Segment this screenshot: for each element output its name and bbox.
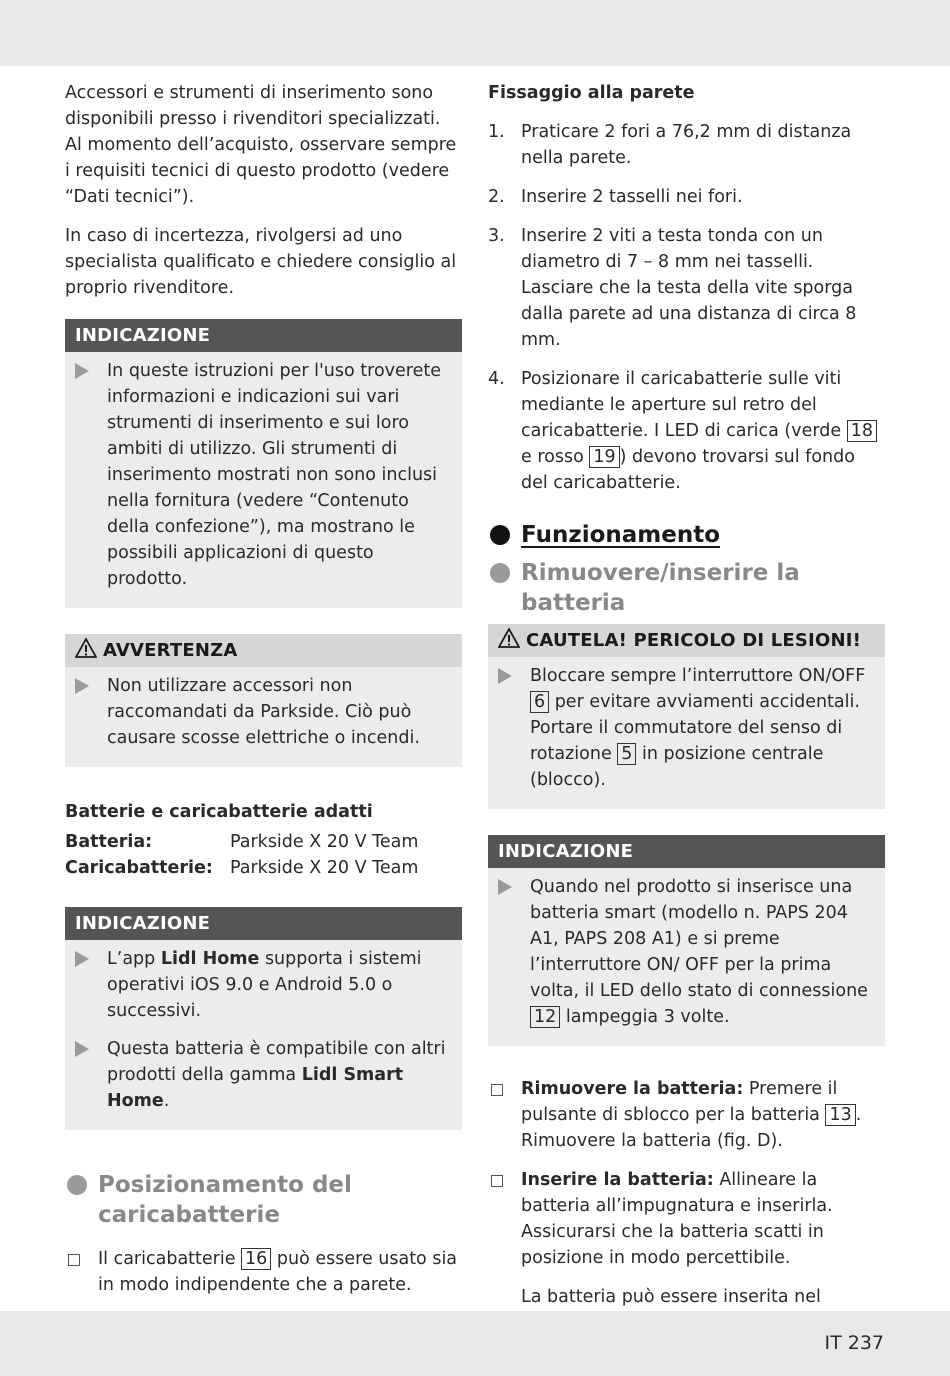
- warning-box: [65, 634, 462, 767]
- reference-number: 13: [825, 1104, 855, 1126]
- wall-mount-steps: [488, 119, 885, 496]
- step-4: 4. Posizionare il caricabatterie sulle viti mediante le aperture sul retro del caricabatterie. I LED di carica (verde 18 e rosso 19 ) devono trovarsi sul fondo del caricabatterie.: [488, 366, 885, 496]
- triangle-bullet-icon: [75, 678, 89, 694]
- bottom-band: [0, 1311, 950, 1376]
- left-column: [65, 80, 462, 1311]
- note-box-3: [488, 835, 885, 1046]
- section-title-remove-insert: Rimuovere/inserire la batteria: [488, 558, 885, 618]
- top-band: [0, 0, 950, 66]
- intro-paragraph-2: In caso di incertezza, rivolgersi ad uno specialista qualificato e chiedere consiglio al proprio rivenditore.: [65, 226, 457, 298]
- insert-battery-item: Inserire la batteria: Allineare la batteria all’impugnatura e inserirla. Assicurarsi che la batteria scatti in posizione in modo percettibile.: [488, 1167, 885, 1271]
- reference-number: 19: [589, 446, 619, 468]
- reference-number: 16: [241, 1248, 271, 1270]
- battery-row: Batteria: Parkside X 20 V Team: [65, 832, 419, 852]
- right-column: [488, 80, 885, 1349]
- section-dot-icon: [490, 525, 510, 545]
- section-title-operation: Funzionamento: [488, 520, 885, 550]
- caution-box: [488, 624, 885, 809]
- intro-paragraph-1: Accessori e strumenti di inserimento sono disponibili presso i rivenditori specializzati. Al momento dell’acquisto, osservare sempre i requisiti tecnici di questo prodotto (vedere “Dati tecnici”).: [65, 83, 457, 207]
- triangle-bullet-icon: [75, 363, 89, 379]
- section-title-positioning: Posizionamento del caricabatterie: [65, 1170, 462, 1230]
- note-box-1-item: In queste istruzioni per l'uso troverete informazioni e indicazioni sui vari strumenti di inserimento e sui loro ambiti di utilizzo. Gli strumenti di inserimento mostrati non sono inclusi nella fornitura (vedere “Contenuto della confezione”), ma mostrano le possibili applicazioni di questo prodotto.: [75, 358, 452, 592]
- note-box-3-title: INDICAZIONE: [488, 835, 885, 868]
- triangle-bullet-icon: [75, 951, 89, 967]
- reference-number: 6: [530, 691, 549, 713]
- charger-row: Caricabatterie: Parkside X 20 V Team: [65, 858, 419, 878]
- triangle-bullet-icon: [498, 668, 512, 684]
- square-bullet-icon: [491, 1175, 503, 1187]
- note-box-1: [65, 319, 462, 608]
- step-3: 3. Inserire 2 viti a testa tonda con un diametro di 7 – 8 mm nei tasselli. Lasciare che la testa della vite sporga dalla parete ad una distanza di circa 8 mm.: [488, 226, 857, 350]
- warning-triangle-icon: [75, 638, 97, 658]
- warning-box-title: AVVERTENZA: [65, 634, 462, 667]
- reference-number: 12: [530, 1006, 560, 1028]
- caution-box-item: Bloccare sempre l’interruttore ON/OFF 6 per evitare avviamenti accidentali. Portare il commutatore del senso di rotazione 5 in posizione centrale (blocco).: [498, 663, 875, 793]
- note-box-2-item-1: L’app Lidl Home supporta i sistemi operativi iOS 9.0 e Android 5.0 o successivi.: [75, 946, 452, 1024]
- remove-battery-item: Rimuovere la batteria: Premere il pulsante di sblocco per la batteria 13 . Rimuovere la batteria (fig. D).: [488, 1076, 885, 1154]
- square-bullet-icon: [491, 1084, 503, 1096]
- note-box-2: [65, 907, 462, 1130]
- square-bullet-icon: [68, 1254, 80, 1266]
- page-number: IT 237: [824, 1332, 884, 1354]
- caution-box-title: CAUTELA! PERICOLO DI LESIONI!: [488, 624, 885, 657]
- section-dot-icon: [490, 563, 510, 583]
- step-1: 1. Praticare 2 fori a 76,2 mm di distanza nella parete.: [488, 122, 852, 168]
- reference-number: 5: [617, 743, 636, 765]
- battery-spec-heading: Batterie e caricabatterie adatti: [65, 802, 373, 822]
- warning-triangle-icon: [498, 628, 520, 648]
- triangle-bullet-icon: [498, 879, 512, 895]
- battery-spec: [65, 799, 462, 881]
- wall-mount-heading: Fissaggio alla parete: [488, 83, 695, 103]
- note-box-1-title: INDICAZIONE: [65, 319, 462, 352]
- warning-box-item: Non utilizzare accessori non raccomandati da Parkside. Ciò può causare scosse elettriche o incendi.: [75, 673, 452, 751]
- note-box-2-item-2: Questa batteria è compatibile con altri prodotti della gamma Lidl Smart Home.: [75, 1036, 452, 1114]
- reference-number: 18: [847, 420, 877, 442]
- note-box-3-item: Quando nel prodotto si inserisce una batteria smart (modello n. PAPS 204 A1, PAPS 208 A1) e si preme l’interruttore ON/ OFF per la prima volta, il LED dello stato di connessione 12 lampeggia 3 volte.: [498, 874, 875, 1030]
- note-box-2-title: INDICAZIONE: [65, 907, 462, 940]
- section-dot-icon: [67, 1175, 87, 1195]
- insert-battery-note: La batteria può essere inserita nel: [521, 1287, 821, 1307]
- step-2: 2. Inserire 2 tasselli nei fori.: [488, 187, 743, 207]
- positioning-item: Il caricabatterie 16 può essere usato sia in modo indipendente che a parete.: [65, 1246, 462, 1298]
- triangle-bullet-icon: [75, 1041, 89, 1057]
